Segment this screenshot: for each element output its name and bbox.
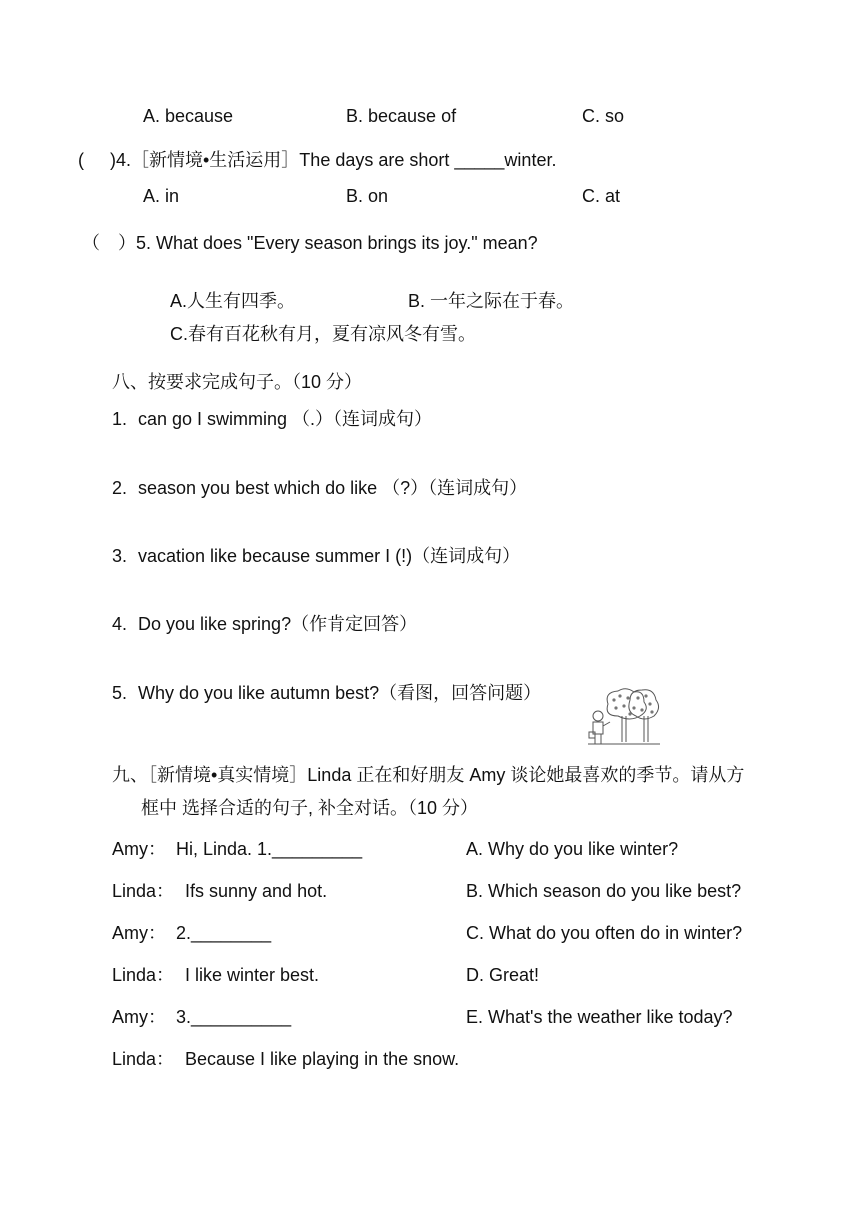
s9-option-a: A. Why do you like winter? (466, 839, 679, 859)
s8-item-2-text: season you best which do like （?）（连词成句） (138, 478, 528, 498)
q5-option-c: C.春有百花秋有月，夏有凉风冬有雪。 (170, 324, 476, 344)
s8-item-4-num: 4. (112, 614, 128, 634)
s8-item-1-text: can go I swimming （.）（连词成句） (138, 409, 433, 429)
dialogue-speaker: Linda： (112, 965, 175, 985)
q4-bracket: ( (78, 150, 84, 170)
section8-heading: 八、按要求完成句子。（10 分） (112, 372, 363, 392)
q3-option-a: A. because (143, 106, 234, 126)
dialogue-line: Ifs sunny and hot. (185, 881, 328, 901)
s8-item-1-num: 1. (112, 409, 128, 429)
dialogue-speaker: Amy： (112, 1007, 166, 1027)
q4-option-c: C. at (582, 186, 621, 206)
section9-heading-line2: 框中 选择合适的句子, 补全对话。（10 分） (141, 798, 479, 818)
dialogue-line: 2.________ (176, 923, 272, 943)
q4-option-b: B. on (346, 186, 389, 206)
q4-option-a: A. in (143, 186, 180, 206)
dialogue-speaker: Linda： (112, 881, 175, 901)
s9-option-e: E. What's the weather like today? (466, 1007, 733, 1027)
q5-option-b: B. 一年之际在于春。 (408, 291, 575, 311)
dialogue-speaker: Linda： (112, 1049, 175, 1069)
q4-stem: )4.［新情境•生活运用］The days are short _____winter. (110, 150, 557, 170)
q5-stem: （ ）5. What does "Every season brings its joy." mean? (82, 233, 538, 253)
s8-item-3-num: 3. (112, 546, 128, 566)
s9-option-b: B. Which season do you like best? (466, 881, 742, 901)
s9-option-c: C. What do you often do in winter? (466, 923, 743, 943)
s8-item-3-text: vacation like because summer I (!)（连词成句） (138, 546, 521, 566)
dialogue-line: Because I like playing in the snow. (185, 1049, 460, 1069)
q3-option-b: B. because of (346, 106, 457, 126)
dialogue-speaker: Amy： (112, 923, 166, 943)
s8-item-5-num: 5. (112, 683, 128, 703)
dialogue-line: Hi, Linda. 1._________ (176, 839, 363, 859)
dialogue-line: I like winter best. (185, 965, 320, 985)
section9-heading-line1: 九、［新情境•真实情境］Linda 正在和好朋友 Amy 谈论她最喜欢的季节。请从方 (112, 765, 745, 785)
q3-option-c: C. so (582, 106, 625, 126)
dialogue-speaker: Amy： (112, 839, 166, 859)
q5-option-a: A.人生有四季。 (170, 291, 296, 311)
s8-item-4-text: Do you like spring?（作肯定回答） (138, 614, 418, 634)
autumn-trees-illustration (586, 686, 662, 748)
s8-item-5-text: Why do you like autumn best?（看图，回答问题） (138, 683, 542, 703)
s8-item-2-num: 2. (112, 478, 128, 498)
dialogue-line: 3.__________ (176, 1007, 292, 1027)
s9-option-d: D. Great! (466, 965, 540, 985)
